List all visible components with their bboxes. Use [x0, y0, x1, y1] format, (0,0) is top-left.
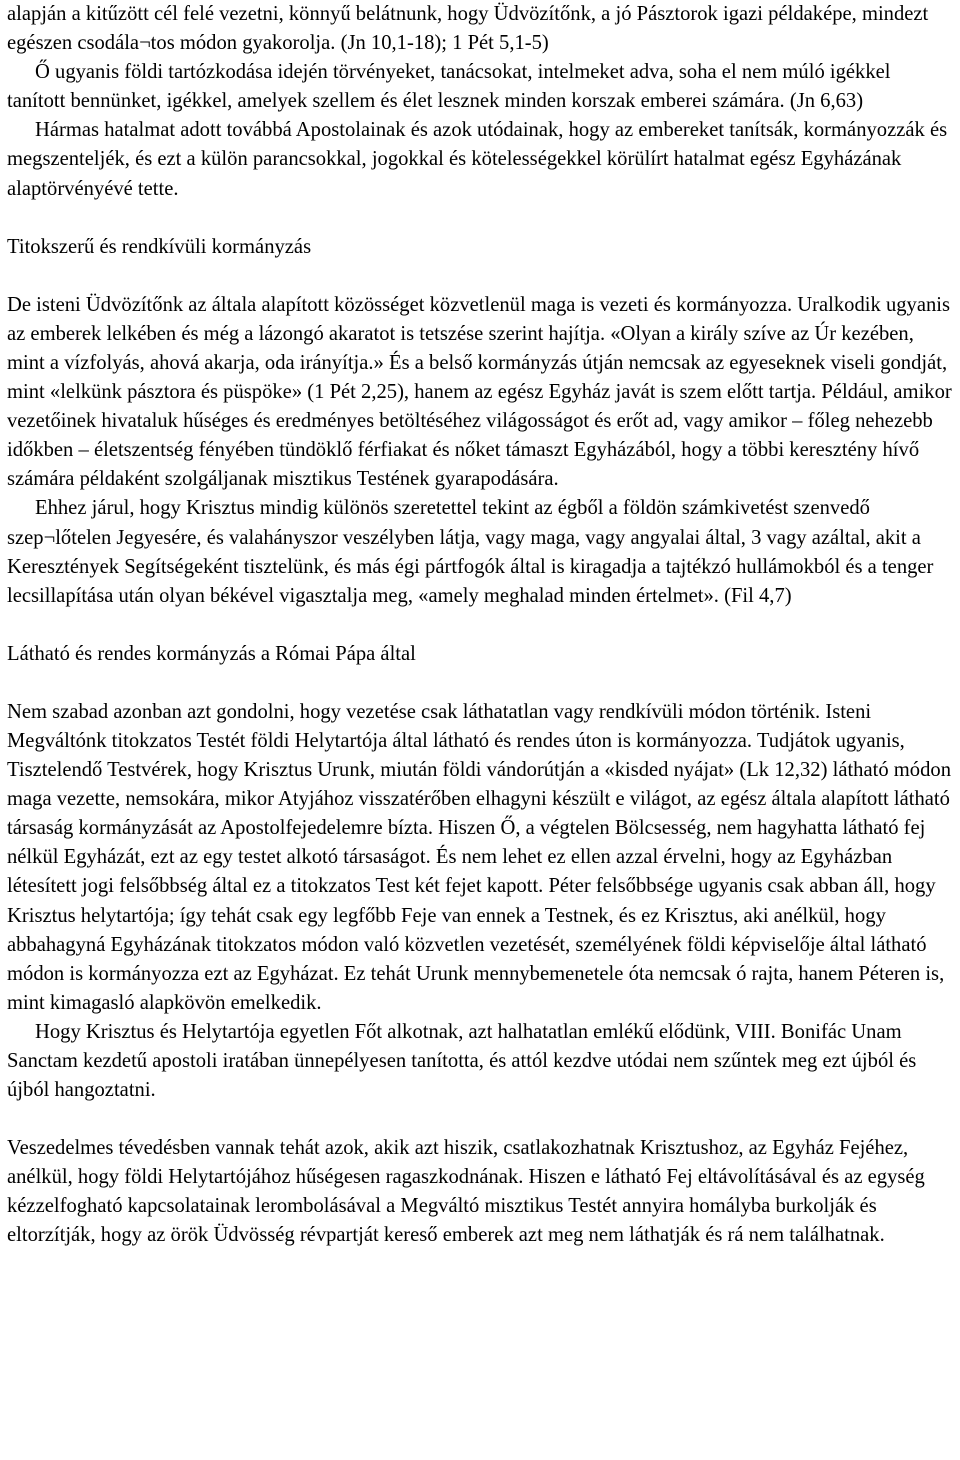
paragraph-teaching: Ő ugyanis földi tartózkodása idején törvényeket, tanácsokat, intelmeket adva, soha el nem múló igékkel tanított bennünket, igékkel, amelyek szellem és élet lesznek minden korszak emberei számára. (Jn 6,63) [7, 61, 891, 113]
paragraph-christ-love: Ehhez járul, hogy Krisztus mindig különös szeretettel tekint az égből a földön számkivetést szenvedő szep¬lőtelen Jegyesére, és valahányszor veszélyben látja, vagy maga, vagy angyalai által, 3 vagy azáltal, akit a Keresztények Segítségeként tisztelünk, és más égi pártfogók által is kiragadja a tajtékzó hullámokból és a tenger lecsillapítása után olyan békével vigasztalja meg, «amely meghalad minden értelmet». (Fil 4,7) [7, 497, 934, 607]
paragraph-continued: alapján a kitűzött cél felé vezetni, könnyű belátnunk, hogy Üdvözítőnk, a jó Pásztorok igazi példaképe, mindezt egészen csodála¬tos módon gyakorolja. (Jn 10,1-18); 1 Pét 5,1-5) [7, 3, 929, 55]
section-heading-visible-governance: Látható és rendes kormányzás a Római Pápa által [7, 642, 416, 665]
paragraph-direct-governance: De isteni Üdvözítőnk az általa alapított közösséget közvetlenül maga is vezeti és kormányozza. Uralkodik ugyanis az emberek lelkében és még a lázongó akaratot is tetszése szerint hajítja. «Olyan a király szíve az Úr kezében, mint a vízfolyás, ahová akarja, oda irányítja.» És a belső kormányzás útján nemcsak az egyeseknek viseli gondját, mint «lelkünk pásztora és püspöke» (1 Pét 2,25), hanem az egész Egyház javát is szem előtt tartja. Például, amikor vezetőinek hivataluk hűséges és eredményes betöltéséhez világosságot és erőt ad, vagy amikor – főleg nehezebb időkben – életszentség fényében tündöklő férfiakat és nőket támaszt Egyházából, hogy a többi keresztény hívő számára példaként szolgáljanak misztikus Testének gyarapodására. [7, 293, 952, 491]
paragraph-dangerous-error: Veszedelmes tévedésben vannak tehát azok, akik azt hiszik, csatlakozhatnak Krisztushoz, az Egyház Fejéhez, anélkül, hogy földi Helytartójához hűségesen ragaszkodnának. Hiszen e látható Fej eltávolításával és az egység kézzelfogható kapcsolatainak lerombolásával a Megváltó misztikus Testét annyira homályba burkolják és eltorzítják, hogy az örök Üdvösség révpartját kereső emberek azt meg nem láthatják és rá nem találhatnak. [7, 1137, 925, 1247]
paragraph-visible-rule: Nem szabad azonban azt gondolni, hogy vezetése csak láthatatlan vagy rendkívüli módon történik. Isteni Megváltónk titokzatos Testét földi Helytartója által látható és rendes úton is kormányozza. Tudjátok ugyanis, Tisztelendő Testvérek, hogy Krisztus Urunk, miután földi vándorútján a «kisded nyájat» (Lk 12,32) látható módon maga vezette, nemsokára, mikor Atyjához visszatérőben elhagyni készült e világot, az egész általa alapított látható társaság kormányzását az Apostolfejedelemre bízta. Hiszen Ő, a végtelen Bölcsesség, nem hagyhatta látható fej nélkül Egyházát, ezt az egy testet alkotó társaságot. És nem lehet ez ellen azzal érvelni, hogy az Egyházban létesített jogi felsőbbség által ez a titokzatos Test két fejet kapott. Péter felsőbbsége ugyanis csak abban áll, hogy Krisztus helytartója; így tehát csak egy legfőbb Feje van ennek a Testnek, és ez Krisztus, aki anélkül, hogy abbahagyná Egyházának titokzatos módon való közvetlen vezetését, személyének földi képviselője által látható módon is kormányozza ezt az Egyházat. Ez tehát Urunk mennybemenetele óta nemcsak ó rajta, hanem Péteren is, mint kimagasló alapkövön emelkedik. [7, 700, 951, 1014]
section-heading-mystical-governance: Titokszerű és rendkívüli kormányzás [7, 235, 312, 258]
paragraph-one-head: Hogy Krisztus és Helytartója egyetlen Főt alkotnak, azt halhatatlan emlékű elődünk, VIII. Bonifác Unam Sanctam kezdetű apostoli iratában ünnepélyesen tanította, és attól kezdve utódai nem szűntek meg ezt újból és újból hangoztatni. [7, 1020, 917, 1102]
paragraph-threefold-power: Hármas hatalmat adott továbbá Apostolainak és azok utódainak, hogy az embereket tanítsák, kormányozzák és megszenteljék, és ezt a külön parancsokkal, jogokkal és kötelességekkel körülírt hatalmat egész Egyházának alaptörvényévé tette. [7, 119, 948, 200]
document-page [7, 0, 953, 1251]
